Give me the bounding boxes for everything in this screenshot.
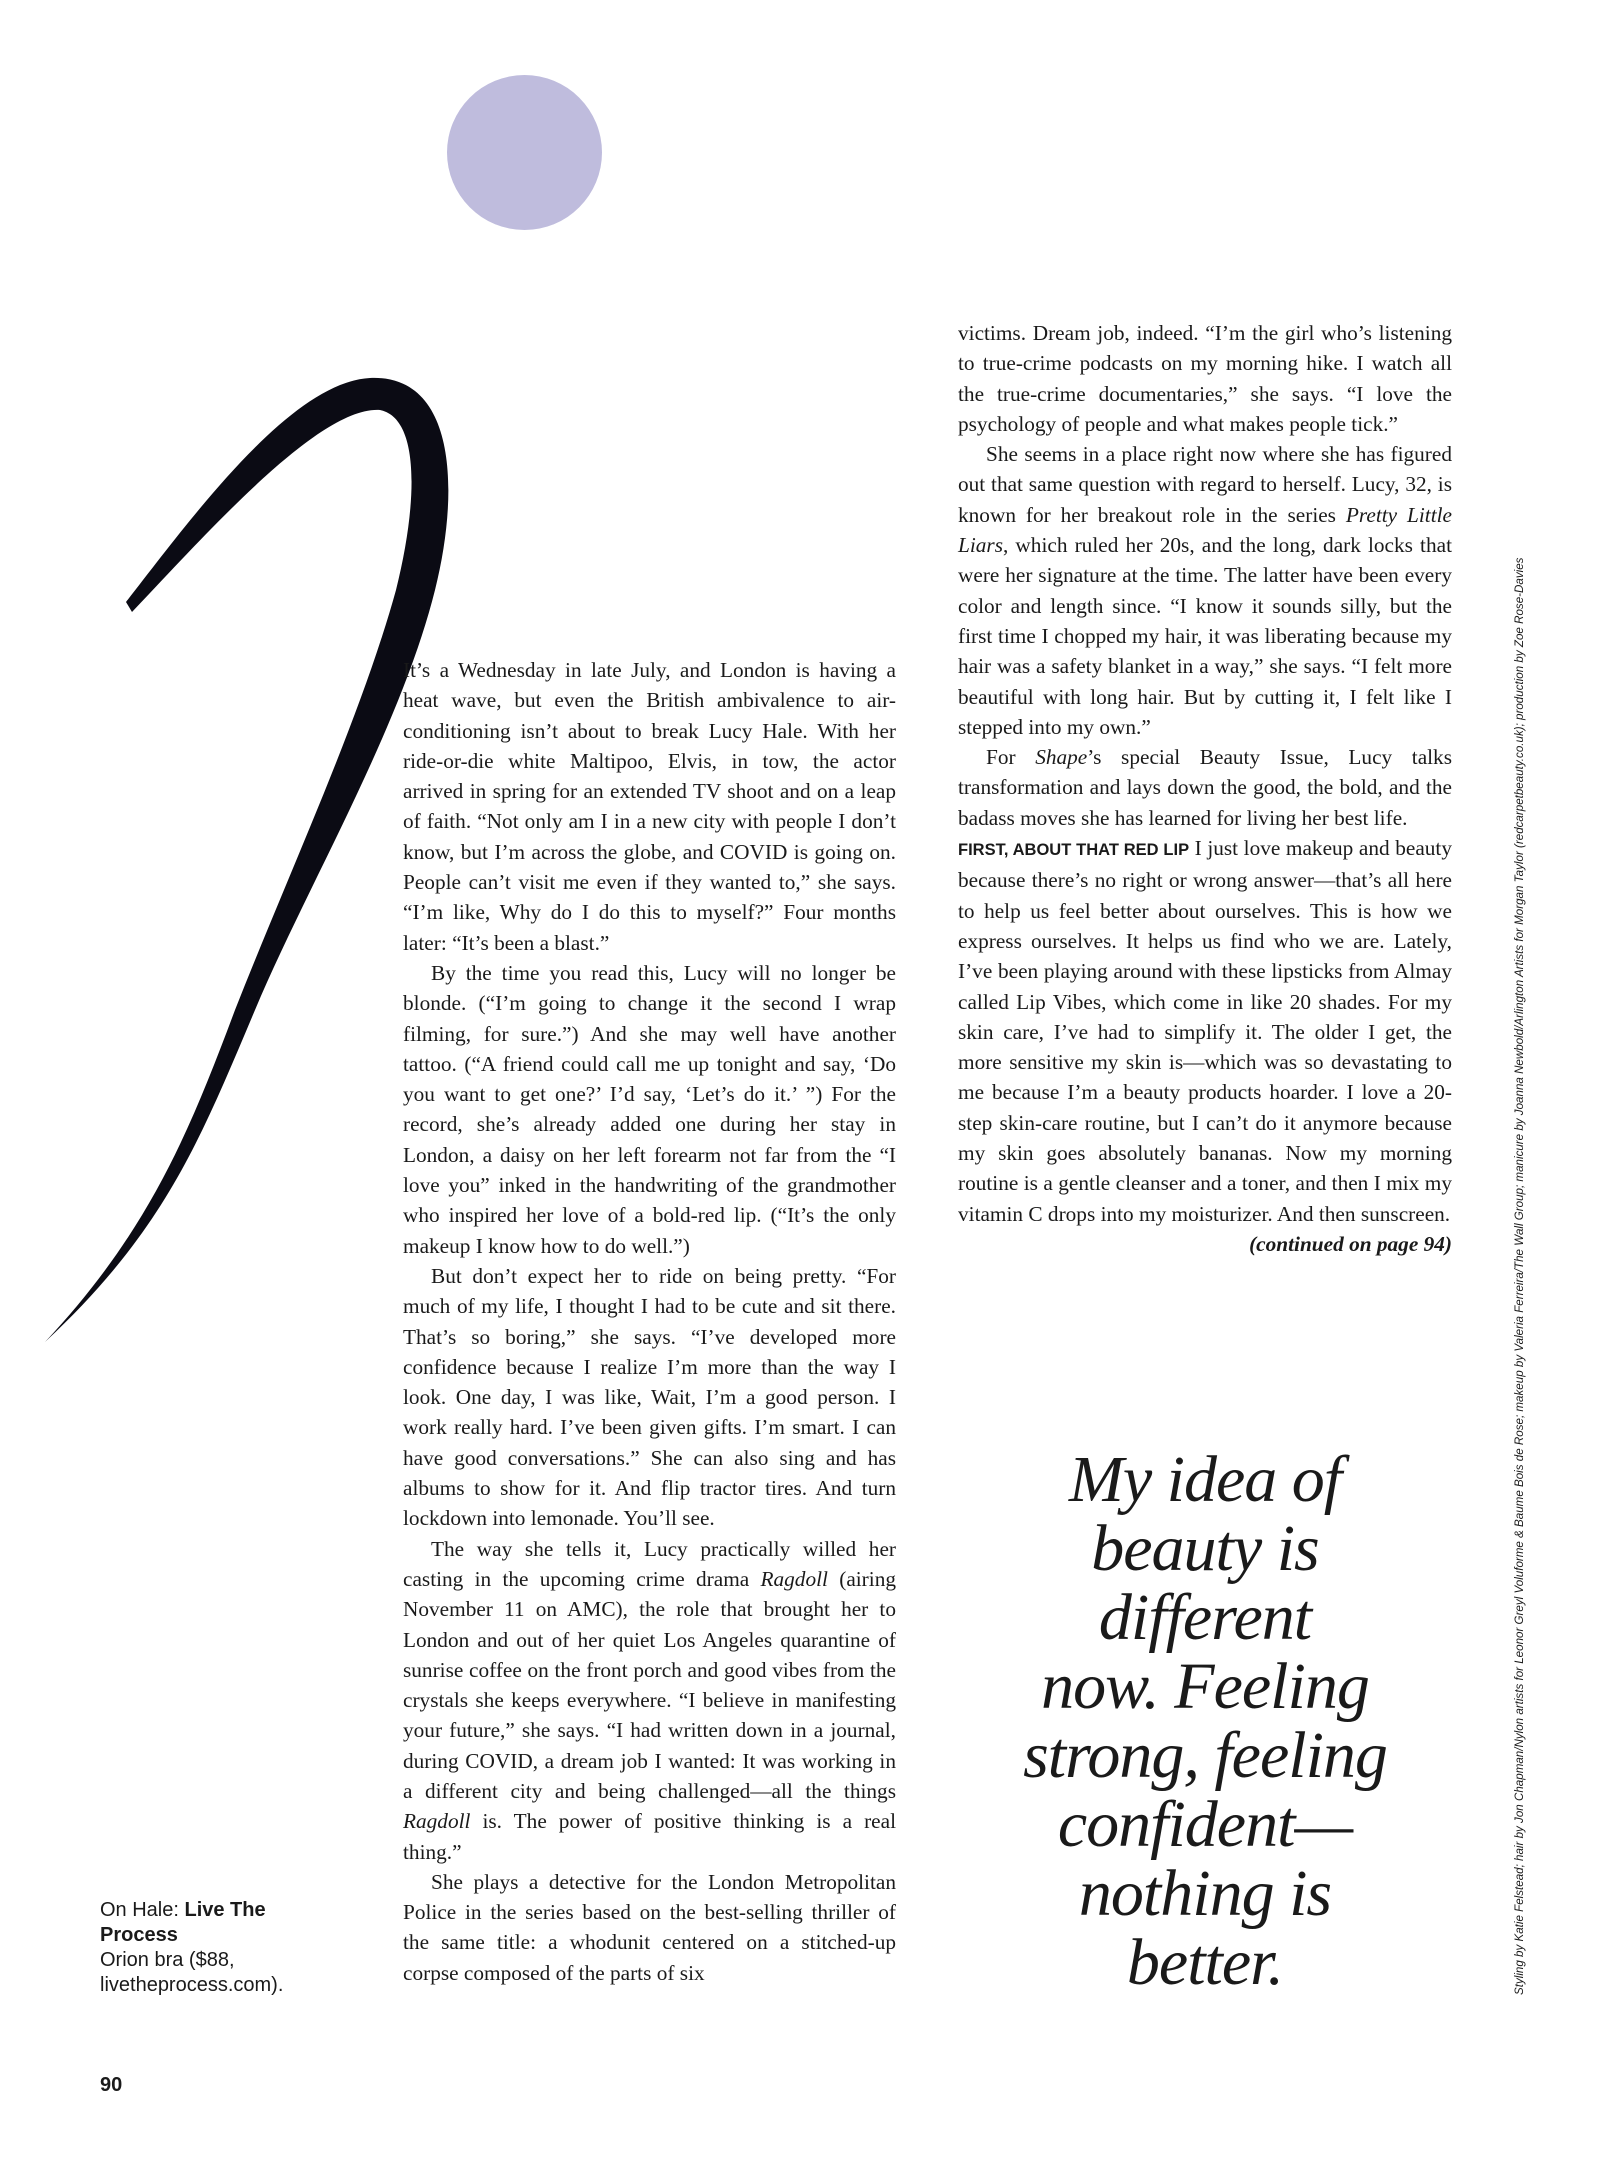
show-title: Ragdoll bbox=[760, 1566, 828, 1591]
continued-note: (continued on page 94) bbox=[1249, 1231, 1452, 1256]
body-paragraph: It’s a Wednesday in late July, and London is having a heat wave, but even the British ambivalence to air-conditioning isn’t about to break Lucy Hale. With her ride-or-die white Maltipoo, Elvis, in tow, the actor arrived in spring for an extended TV shoot and on a leap of faith. “Not only am I in a new city with people I don’t know, but I’m across the globe, and COVID is going on. People can’t visit me even if they wanted to,” she says. “I’m like, Why do I do this to myself?” Four months later: “It’s been a blast.” bbox=[403, 658, 896, 955]
pull-quote-line: nothing is bbox=[1078, 1857, 1332, 1930]
body-paragraph: victims. Dream job, indeed. “I’m the girl who’s listening to true-crime podcasts on my morning hike. I watch all the true-crime documentaries,” she says. “I love the psychology of people and what makes people tick.” bbox=[958, 321, 1452, 436]
drop-cap-stroke bbox=[45, 378, 448, 1342]
caption-brand: Live The Process bbox=[100, 1899, 266, 1946]
pull-quote-line: better. bbox=[1126, 1926, 1284, 1999]
body-paragraph: By the time you read this, Lucy will no longer be blonde. (“I’m going to change it the second I wrap filming, for sure.”) And she may well have another tattoo. (“A friend could call me up tonight and say, ‘Do you want to get one?’ I’d say, ‘Let’s do it.’ ”) For the record, she’s already added one during her stay in London, a daisy on her left forearm not far from the “I love you” inked in the handwriting of the grandmother who inspired her love of a bold-red lip. (“It’s the only makeup I know how to do well.”) bbox=[403, 960, 896, 1258]
article-column-left bbox=[403, 655, 896, 1988]
magazine-title: Shape bbox=[1035, 745, 1088, 770]
show-title: Ragdoll bbox=[403, 1809, 471, 1834]
text-run: (airing November 11 on AMC), the role that brought her to London and out of her quiet Los Angeles quarantine of sunrise coffee on the front porch and good vibes from the crystals she keeps everywhere. “I believe in manifesting your future,” she says. “I had written down in a journal, during COVID, a dream job I wanted: It was working in a different city and being challenged—all the things bbox=[403, 1566, 896, 1803]
pull-quote-line: different bbox=[1098, 1581, 1312, 1654]
body-paragraph bbox=[958, 439, 1452, 742]
body-paragraph bbox=[958, 833, 1452, 1256]
section-lead: FIRST, ABOUT THAT RED LIP bbox=[958, 841, 1190, 860]
body-paragraph bbox=[958, 742, 1452, 833]
caption-text: Orion bra ($88, livetheprocess.com). bbox=[100, 1949, 284, 1996]
text-run: , which ruled her 20s, and the long, dark locks that were her signature at the time. The latter have been every color and length since. “I know it sounds silly, but the first time I chopped my hair, it was liberating because my hair was a safety blanket in a way,” she says. “I felt more beautiful with long hair. But by cutting it, I felt like I stepped into my own.” bbox=[958, 533, 1452, 739]
text-run: ’s special Beauty Issue, Lucy talks transformation and lays down the good, the bold, and the badass moves she has learned for living her best life. bbox=[958, 745, 1452, 830]
text-run: I just love makeup and beauty because there’s no right or wrong answer—that’s all here to help us feel better about ourselves. This is how we express ourselves. It helps us find who we are. Lately, I’ve been playing around with these lipsticks from Almay called Lip Vibes, which come in like 20 shades. For my skin care, I’ve had to simplify it. The older I get, the more sensitive my skin is—which was so devastating to me because I’m a beauty products hoarder. I love a 20-step skin-care routine, but I can’t do it anymore because my skin goes absolutely bananas. Now my morning routine is a gentle cleanser and a toner, and then I mix my vitamin C drops into my moisturizer. And then sunscreen. bbox=[958, 836, 1452, 1226]
pull-quote-line: strong, feeling bbox=[1023, 1719, 1387, 1792]
page-number: 90 bbox=[100, 2074, 123, 2096]
photo-credits: Styling by Katie Felstead; hair by Jon Chapman/Nylon artists for Leonor Greyl Voluforme & Baume Bois de Rose; makeup by Valeria Ferreira/The Wall Group; manicure by Joanna Newbold/Arlington Artists for Morgan Taylor (redcarpetbeauty.co.uk); production by Zoe Rose-Davies bbox=[1513, 557, 1526, 1995]
pull-quote bbox=[985, 1445, 1425, 1997]
show-title: Pretty Little Liars bbox=[958, 502, 1452, 558]
photo-caption bbox=[100, 1898, 330, 1998]
text-run: The way she tells it, Lucy practically willed her casting in the upcoming crime drama bbox=[403, 1536, 896, 1591]
body-paragraph bbox=[403, 1534, 896, 1867]
pull-quote-line: confident— bbox=[1057, 1788, 1353, 1861]
text-run: For bbox=[986, 745, 1036, 770]
caption-lead: On Hale: bbox=[100, 1899, 185, 1921]
pull-quote-line: beauty is bbox=[1091, 1512, 1319, 1585]
pull-quote-line: now. Feeling bbox=[1041, 1650, 1369, 1723]
text-run: She seems in a place right now where she has figured out that same question with regard to herself. Lucy, 32, is known for her breakout role in the series bbox=[958, 442, 1452, 527]
body-paragraph: But don’t expect her to ride on being pretty. “For much of my life, I thought I had to be cute and sit there. That’s so boring,” she says. “I’ve developed more confidence because I realize I’m more than the way I look. One day, I was like, Wait, I’m a good person. I work really hard. I’ve been given gifts. I’m smart. I can have good conversations.” She can also sing and has albums to show for it. And flip tractor tires. And turn lockdown into lemonade. You’ll see. bbox=[403, 1263, 896, 1531]
body-paragraph: She plays a detective for the London Metropolitan Police in the series based on the best-selling thriller of the same title: a whodunit centered on a stitched-up corpse composed of the parts of six bbox=[403, 1869, 896, 1985]
article-column-right bbox=[958, 318, 1452, 1259]
pull-quote-line: My idea of bbox=[1068, 1443, 1342, 1516]
text-run: is. The power of positive thinking is a real thing.” bbox=[403, 1809, 896, 1864]
decorative-circle bbox=[447, 75, 602, 230]
